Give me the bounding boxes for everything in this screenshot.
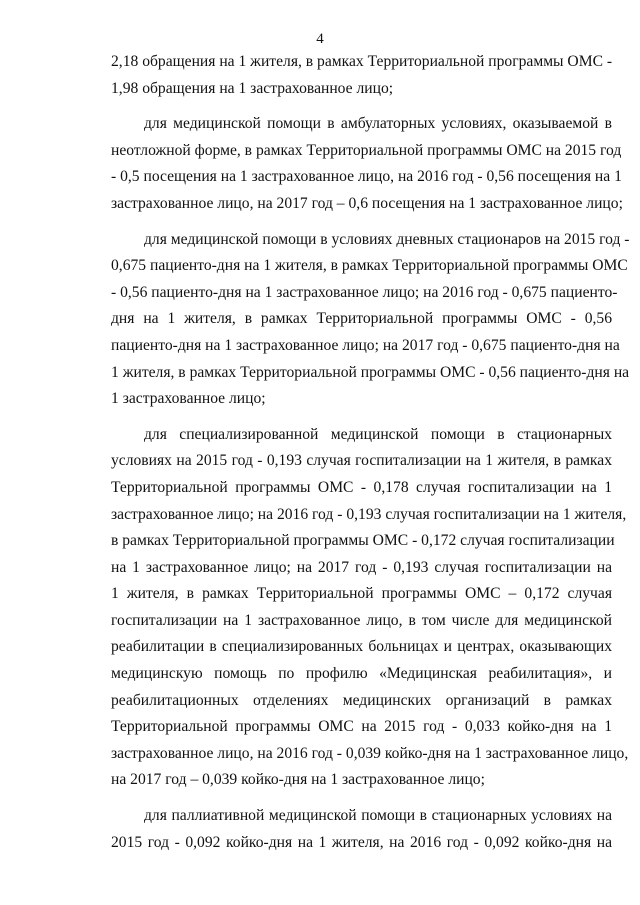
text-line: 1 жителя, в рамках Территориальной программы ОМС – 0,172 случая	[111, 585, 612, 603]
text-line: 1 застрахованное лицо;	[111, 390, 266, 408]
text-line: для паллиативной медицинской помощи в стационарных условиях на	[144, 807, 612, 825]
text-line: условиях на 2015 год - 0,193 случая госпитализации на 1 жителя, в рамках	[111, 452, 612, 470]
text-line: - 0,56 пациенто-дня на 1 застрахованное лицо; на 2016 год - 0,675 пациенто-	[111, 283, 618, 301]
text-line: застрахованное лицо, на 2017 год – 0,6 посещения на 1 застрахованное лицо;	[111, 194, 623, 212]
text-line: реабилитационных отделениях медицинских организаций в рамках	[111, 691, 612, 709]
text-line: 2,18 обращения на 1 жителя, в рамках Территориальной программы ОМС -	[111, 53, 613, 70]
text-line: 0,675 пациенто-дня на 1 жителя, в рамках Территориальной программы ОМС	[111, 257, 628, 275]
page-number: 4	[316, 31, 324, 47]
text-line: на 1 застрахованное лицо; на 2017 год - 0,193 случая госпитализации на	[111, 558, 612, 576]
text-line: неотложной форме, в рамках Территориальной программы ОМС на 2015 год	[111, 141, 622, 159]
text-line: 2015 год - 0,092 койко-дня на 1 жителя, на 2016 год - 0,092 койко-дня на	[111, 833, 612, 851]
paragraph	[111, 422, 629, 794]
paragraph	[111, 227, 630, 413]
text-line: застрахованное лицо; на 2016 год - 0,193 случая госпитализации на 1 жителя,	[111, 505, 627, 523]
text-line: Территориальной программы ОМС на 2015 год - 0,033 койко-дня на 1	[111, 718, 612, 736]
text-line: госпитализации на 1 застрахованное лицо, в том числе для медицинской	[111, 611, 612, 629]
paragraph	[111, 111, 623, 217]
text-line: медицинскую помощь по профилю «Медицинская реабилитация», и	[111, 665, 612, 683]
text-line: в рамках Территориальной программы ОМС - 0,172 случая госпитализации	[111, 532, 615, 550]
text-line: 1 жителя, в рамках Территориальной программы ОМС - 0,56 пациенто-дня на	[111, 363, 630, 381]
document-body	[111, 49, 630, 865]
text-line: для специализированной медицинской помощи в стационарных	[144, 425, 612, 443]
paragraph	[111, 803, 612, 856]
text-line: для медицинской помощи в условиях дневных стационаров на 2015 год -	[144, 230, 630, 248]
text-line: 1,98 обращения на 1 застрахованное лицо;	[111, 79, 394, 97]
paragraph	[111, 49, 612, 102]
text-line: пациенто-дня на 1 застрахованное лицо; на 2017 год - 0,675 пациенто-дня на	[111, 336, 620, 354]
text-line: Территориальной программы ОМС - 0,178 случая госпитализации на 1	[111, 478, 612, 496]
text-line: для медицинской помощи в амбулаторных условиях, оказываемой в	[144, 115, 612, 133]
text-line: на 2017 год – 0,039 койко-дня на 1 застрахованное лицо;	[111, 771, 485, 789]
text-line: дня на 1 жителя, в рамках Территориальной программы ОМС - 0,56	[111, 310, 612, 328]
text-line: - 0,5 посещения на 1 застрахованное лицо, на 2016 год - 0,56 посещения на 1	[111, 168, 622, 186]
text-line: реабилитации в специализированных больницах и центрах, оказывающих	[111, 638, 612, 656]
text-line: застрахованное лицо, на 2016 год - 0,039 койко-дня на 1 застрахованное лицо,	[111, 744, 629, 762]
